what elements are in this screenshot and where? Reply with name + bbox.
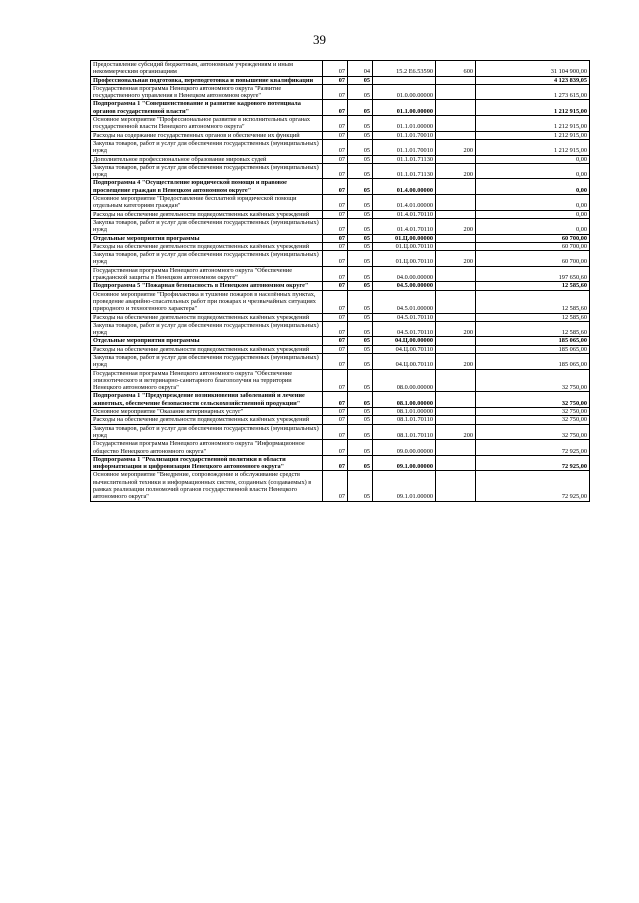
row-section-code: 07 [323,139,348,155]
table-row [91,242,590,250]
row-target-article: 04.Ц.00.70110 [373,345,436,353]
row-name: Основное мероприятие "Предоставление бесплатной юридической помощи отдельным категориям граждан" [91,195,323,211]
row-amount: 0,00 [476,155,590,163]
row-target-article: 01.4.00.00000 [373,179,436,195]
row-section-code: 07 [323,218,348,234]
row-expense-type: 600 [436,61,476,77]
row-name: Основное мероприятие "Внедрение, сопровождение и обслуживание средств вычислительной техники и информационных систем, созданных (создаваемых) в рамках реализации полномочий органов государственной власти Ненецкого автономного округа" [91,471,323,501]
table-row [91,61,590,77]
row-target-article: 01.Ц.00.00000 [373,234,436,242]
table-row [91,116,590,132]
row-name: Закупка товаров, работ и услуг для обеспечения государственных (муниципальных) нужд [91,139,323,155]
table-row [91,440,590,456]
row-section-code: 07 [323,100,348,116]
row-subsection-code: 05 [348,471,373,501]
page-number: 39 [313,32,326,47]
row-amount: 1 212 915,00 [476,116,590,132]
table-row [91,369,590,392]
row-expense-type [436,392,476,408]
row-name: Дополнительное профессиональное образование мировых судей [91,155,323,163]
row-target-article: 15.2 E6.53590 [373,61,436,77]
row-name: Закупка товаров, работ и услуг для обеспечения государственных (муниципальных) нужд [91,353,323,369]
row-section-code: 07 [323,345,348,353]
row-section-code: 07 [323,392,348,408]
row-subsection-code: 05 [348,76,373,84]
row-expense-type [436,282,476,290]
table-row [91,471,590,501]
table-row [91,76,590,84]
row-subsection-code: 05 [348,369,373,392]
row-amount: 185 065,00 [476,337,590,345]
row-amount: 0,00 [476,195,590,211]
row-subsection-code: 05 [348,321,373,337]
row-name: Расходы на обеспечение деятельности подведомственных казённых учреждений [91,416,323,424]
row-name: Закупка товаров, работ и услуг для обеспечения государственных (муниципальных) нужд [91,218,323,234]
row-amount: 12 585,60 [476,282,590,290]
table-row [91,84,590,100]
table-row [91,321,590,337]
row-subsection-code: 05 [348,234,373,242]
row-name: Отдельные мероприятия программы [91,234,323,242]
row-subsection-code: 05 [348,163,373,179]
row-subsection-code: 05 [348,131,373,139]
row-amount: 1 212 915,00 [476,131,590,139]
table-row [91,163,590,179]
row-section-code: 07 [323,440,348,456]
row-amount: 0,00 [476,210,590,218]
row-subsection-code: 05 [348,282,373,290]
row-target-article: 09.0.00.00000 [373,440,436,456]
row-subsection-code: 05 [348,313,373,321]
row-amount: 12 585,60 [476,313,590,321]
row-amount: 32 750,00 [476,416,590,424]
row-name: Предоставление субсидий бюджетным, автономным учреждениям и иным некоммерческим организациям [91,61,323,77]
row-section-code: 07 [323,116,348,132]
row-name: Расходы на обеспечение деятельности подведомственных казённых учреждений [91,313,323,321]
row-expense-type: 200 [436,353,476,369]
row-subsection-code: 04 [348,61,373,77]
row-target-article: 08.1.00.00000 [373,392,436,408]
table-row [91,392,590,408]
row-target-article: 09.1.00.00000 [373,455,436,471]
row-amount: 185 065,00 [476,353,590,369]
row-name: Расходы на обеспечение деятельности подведомственных казённых учреждений [91,345,323,353]
row-expense-type [436,234,476,242]
row-amount: 60 700,00 [476,251,590,267]
row-expense-type [436,155,476,163]
row-name: Подпрограмма 4 "Осуществление юридической помощи и правовое просвещение граждан в Ненецком автономном округе" [91,179,323,195]
row-section-code: 07 [323,266,348,282]
row-section-code: 07 [323,313,348,321]
row-section-code: 07 [323,251,348,267]
row-name: Профессиональная подготовка, переподготовка и повышение квалификации [91,76,323,84]
row-target-article: 01.1.01.71130 [373,155,436,163]
row-amount: 72 925,00 [476,471,590,501]
table-row [91,345,590,353]
row-name: Подпрограмма 1 "Совершенствование и развитие кадрового потенциала органов государственной власти" [91,100,323,116]
row-expense-type [436,266,476,282]
table-row [91,313,590,321]
row-section-code: 07 [323,321,348,337]
row-name: Государственная программа Ненецкого автономного округа "Информационное общество Ненецкого автономного округа" [91,440,323,456]
row-name: Государственная программа Ненецкого автономного округа "Обеспечение эпизоотического и ветеринарно-санитарного благополучия на территории Ненецкого автономного округа" [91,369,323,392]
table-row [91,131,590,139]
row-name: Закупка товаров, работ и услуг для обеспечения государственных (муниципальных) нужд [91,424,323,440]
row-section-code: 07 [323,455,348,471]
row-subsection-code: 05 [348,251,373,267]
row-target-article: 01.Ц.00.70110 [373,242,436,250]
row-name: Подпрограмма 5 "Пожарная безопасность в Ненецком автономном округе" [91,282,323,290]
row-expense-type: 200 [436,218,476,234]
row-amount: 4 123 839,05 [476,76,590,84]
row-amount: 32 750,00 [476,408,590,416]
row-subsection-code: 05 [348,353,373,369]
row-expense-type [436,471,476,501]
row-expense-type [436,345,476,353]
table-row [91,139,590,155]
row-expense-type: 200 [436,139,476,155]
budget-table [90,60,590,502]
row-subsection-code: 05 [348,139,373,155]
row-target-article: 08.1.01.70110 [373,424,436,440]
row-subsection-code: 05 [348,408,373,416]
row-expense-type [436,313,476,321]
table-row [91,266,590,282]
row-section-code: 07 [323,131,348,139]
table-row [91,424,590,440]
row-target-article: 04.0.00.00000 [373,266,436,282]
row-amount: 32 750,00 [476,369,590,392]
row-target-article: 04.5.01.70110 [373,313,436,321]
row-section-code: 07 [323,471,348,501]
row-amount: 197 650,60 [476,266,590,282]
row-subsection-code: 05 [348,155,373,163]
row-expense-type [436,440,476,456]
table-row [91,210,590,218]
row-name: Закупка товаров, работ и услуг для обеспечения государственных (муниципальных) нужд [91,163,323,179]
row-subsection-code: 05 [348,266,373,282]
row-target-article: 04.5.00.00000 [373,282,436,290]
row-name: Отдельные мероприятия программы [91,337,323,345]
row-target-article: 01.1.00.00000 [373,100,436,116]
row-amount: 32 750,00 [476,424,590,440]
row-section-code: 07 [323,61,348,77]
row-section-code: 07 [323,282,348,290]
row-amount: 1 212 915,00 [476,139,590,155]
row-expense-type [436,116,476,132]
row-name: Основное мероприятие "Оказание ветеринарных услуг" [91,408,323,416]
row-section-code: 07 [323,337,348,345]
row-name: Закупка товаров, работ и услуг для обеспечения государственных (муниципальных) нужд [91,251,323,267]
row-expense-type: 200 [436,163,476,179]
row-section-code: 07 [323,369,348,392]
row-name: Расходы на содержание государственных органов и обеспечение их функций [91,131,323,139]
table-row [91,155,590,163]
row-section-code: 07 [323,195,348,211]
table-row [91,234,590,242]
row-subsection-code: 05 [348,195,373,211]
row-name: Основное мероприятие "Профессиональное развитие в исполнительных органах государственной власти Ненецкого автономного округа" [91,116,323,132]
row-expense-type [436,195,476,211]
row-section-code: 07 [323,234,348,242]
row-expense-type [436,76,476,84]
row-target-article: 01.4.01.70110 [373,210,436,218]
row-name: Расходы на обеспечение деятельности подведомственных казённых учреждений [91,242,323,250]
row-expense-type [436,455,476,471]
row-subsection-code: 05 [348,416,373,424]
row-section-code: 07 [323,84,348,100]
row-expense-type: 200 [436,321,476,337]
row-name: Государственная программа Ненецкого автономного округа "Развитие государственного управления в Ненецком автономном округе" [91,84,323,100]
row-amount: 185 065,00 [476,345,590,353]
row-amount: 0,00 [476,163,590,179]
row-section-code: 07 [323,416,348,424]
row-name: Подпрограмма 1 "Реализация государственной политики в области информатизации и цифровизации Ненецкого автономного округа" [91,455,323,471]
row-expense-type: 200 [436,251,476,267]
table-row [91,455,590,471]
row-amount: 0,00 [476,179,590,195]
row-expense-type [436,416,476,424]
row-target-article: 01.1.01.71130 [373,163,436,179]
row-expense-type [436,337,476,345]
table-row [91,195,590,211]
row-expense-type [436,408,476,416]
row-amount: 60 700,00 [476,234,590,242]
row-name: Закупка товаров, работ и услуг для обеспечения государственных (муниципальных) нужд [91,321,323,337]
row-expense-type [436,210,476,218]
row-expense-type [436,369,476,392]
row-target-article: 01.1.01.70010 [373,139,436,155]
row-target-article [373,76,436,84]
row-name: Расходы на обеспечение деятельности подведомственных казённых учреждений [91,210,323,218]
row-target-article: 01.1.01.00000 [373,116,436,132]
row-amount: 32 750,00 [476,392,590,408]
table-row [91,408,590,416]
row-name: Государственная программа Ненецкого автономного округа "Обеспечение гражданской защиты в Ненецком автономном округе" [91,266,323,282]
row-amount: 1 273 615,00 [476,84,590,100]
row-expense-type [436,242,476,250]
row-section-code: 07 [323,179,348,195]
row-target-article: 01.Ц.00.70110 [373,251,436,267]
row-target-article: 04.Ц.00.70110 [373,353,436,369]
row-target-article: 04.5.01.70110 [373,321,436,337]
table-row [91,218,590,234]
row-subsection-code: 05 [348,218,373,234]
row-expense-type [436,100,476,116]
table-row [91,282,590,290]
table-row [91,290,590,313]
row-amount: 12 585,60 [476,321,590,337]
table-row [91,251,590,267]
row-subsection-code: 05 [348,179,373,195]
row-subsection-code: 05 [348,424,373,440]
row-target-article: 01.0.00.00000 [373,84,436,100]
row-subsection-code: 05 [348,290,373,313]
row-expense-type: 200 [436,424,476,440]
row-amount: 72 925,00 [476,455,590,471]
row-amount: 1 212 915,00 [476,100,590,116]
row-subsection-code: 05 [348,392,373,408]
row-section-code: 07 [323,424,348,440]
table-row [91,353,590,369]
row-section-code: 07 [323,290,348,313]
row-target-article: 04.5.01.00000 [373,290,436,313]
row-section-code: 07 [323,242,348,250]
row-target-article: 04.Ц.00.00000 [373,337,436,345]
row-subsection-code: 05 [348,337,373,345]
table-row [91,100,590,116]
row-amount: 60 700,00 [476,242,590,250]
row-target-article: 09.1.01.00000 [373,471,436,501]
row-target-article: 08.1.01.70110 [373,416,436,424]
row-subsection-code: 05 [348,455,373,471]
row-amount: 72 925,00 [476,440,590,456]
row-section-code: 07 [323,353,348,369]
table-row [91,337,590,345]
table-row [91,416,590,424]
row-section-code: 07 [323,163,348,179]
row-section-code: 07 [323,210,348,218]
row-section-code: 07 [323,155,348,163]
row-amount: 12 585,60 [476,290,590,313]
row-expense-type [436,179,476,195]
row-subsection-code: 05 [348,242,373,250]
row-amount: 0,00 [476,218,590,234]
row-amount: 31 104 900,00 [476,61,590,77]
row-expense-type [436,84,476,100]
row-subsection-code: 05 [348,440,373,456]
row-name: Основное мероприятие "Профилактика и тушение пожаров в населённых пунктах, проведение аварийно-спасательных работ при пожарах и чрезвычайных ситуациях природного и техногенного характера" [91,290,323,313]
row-section-code: 07 [323,76,348,84]
row-target-article: 01.4.01.00000 [373,195,436,211]
row-target-article: 01.4.01.70110 [373,218,436,234]
row-expense-type [436,131,476,139]
row-section-code: 07 [323,408,348,416]
row-subsection-code: 05 [348,210,373,218]
row-target-article: 08.0.00.00000 [373,369,436,392]
row-subsection-code: 05 [348,345,373,353]
row-subsection-code: 05 [348,84,373,100]
row-name: Подпрограмма 1 "Предупреждение возникновения заболеваний и лечение животных, обеспечение безопасности сельскохозяйственной продукции" [91,392,323,408]
row-target-article: 08.1.01.00000 [373,408,436,416]
row-subsection-code: 05 [348,116,373,132]
table-row [91,179,590,195]
row-expense-type [436,290,476,313]
row-subsection-code: 05 [348,100,373,116]
row-target-article: 01.1.01.70010 [373,131,436,139]
